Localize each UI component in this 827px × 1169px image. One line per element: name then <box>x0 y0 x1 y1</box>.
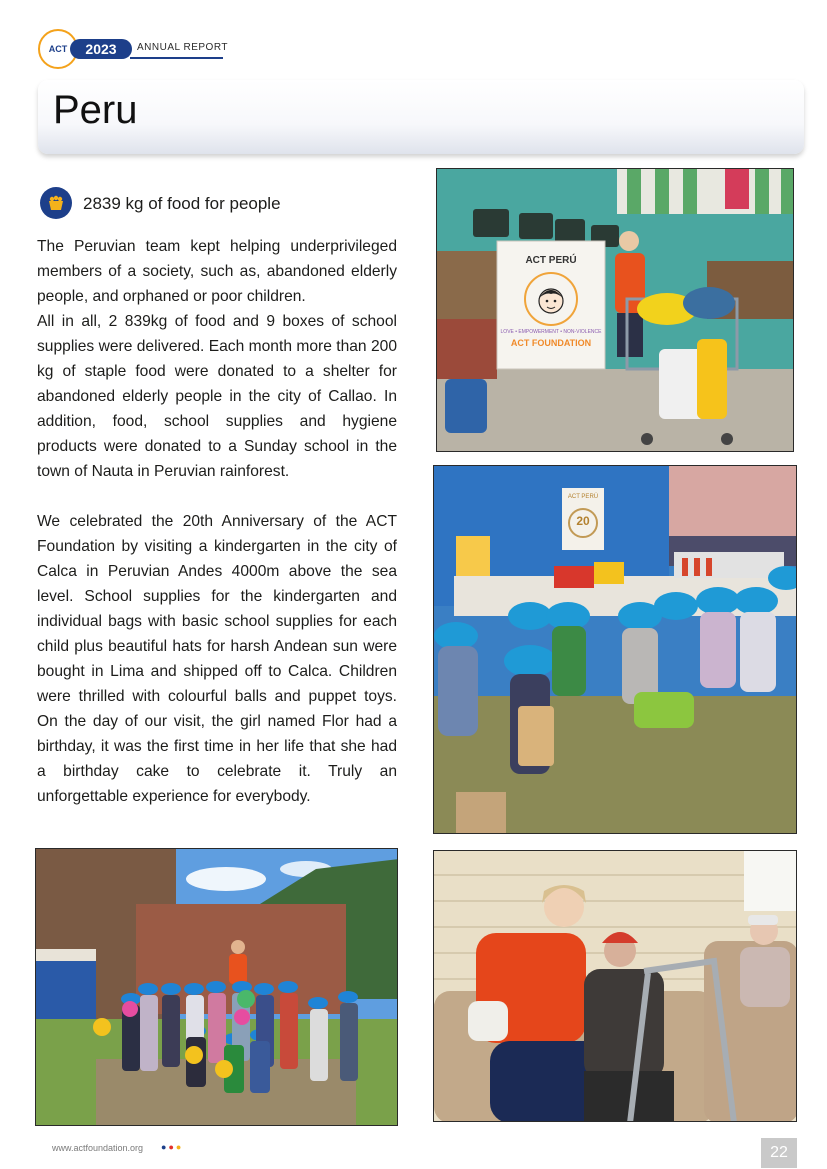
food-stat: 2839 kg of food for people <box>83 194 281 213</box>
dot-red: ● <box>168 1142 176 1152</box>
act-peru-banner <box>497 241 605 369</box>
paragraph-2: All in all, 2 839kg of food and 9 boxes of school supplies were delivered. Each month more than 200 kg of staple food were donated to a shelter for abandoned elderly people in the city of Callao. In addition, food, school supplies and hygiene products were donated to a Sunday school in the town of Nauta in Peruvian rainforest. <box>37 313 397 480</box>
photo-market-donation <box>436 168 794 452</box>
act-foundation-logo: ACT <box>38 29 78 69</box>
page-title: Peru <box>53 88 138 132</box>
body-text-block-2 <box>37 509 397 809</box>
photo-kindergarten-children <box>433 465 797 834</box>
body-text-block-1 <box>37 234 397 484</box>
kindergarten-scene <box>434 466 797 834</box>
paragraph-3: We celebrated the 20th Anniversary of the ACT Foundation by visiting a kindergarten in the city of Calca in Peruvian Andes 4000m above the sea level. School supplies for the kindergarten and individual bags with basic school supplies for each child plus beautiful hats for harsh Andean sun were bought in Lima and shipped off to Calca. Children were thrilled with colourful balls and puppet toys. On the day of our visit, the girl named Flor had a birthday, it was the first time in her life that she had a birthday cake to celebrate it. Truly an unforgettable experience for everybody. <box>37 513 397 805</box>
banner-ring-text: LOVE • EMPOWERMENT • NON-VIOLENCE <box>500 329 602 335</box>
shelter-scene <box>434 851 797 1122</box>
footer-dots <box>161 1142 183 1152</box>
title-bar <box>38 80 804 154</box>
report-year: 2023 <box>70 39 132 59</box>
andes-scene <box>36 849 398 1126</box>
dot-blue: ● <box>161 1142 169 1152</box>
page-number: 22 <box>761 1138 797 1168</box>
sign-number: 20 <box>576 514 590 528</box>
banner-face-emblem <box>524 272 578 326</box>
photo-elderly-shelter <box>433 850 797 1122</box>
annual-report-label: ANNUAL REPORT <box>137 42 228 53</box>
dot-yellow: ● <box>175 1142 184 1152</box>
sign-text: ACT PERÚ <box>567 494 599 500</box>
header-underline <box>130 57 223 59</box>
food-crate-icon <box>40 187 72 219</box>
banner-title: ACT PERÚ <box>525 255 577 266</box>
paragraph-1: The Peruvian team kept helping underprivileged members of a society, such as, abandoned elderly people, and orphaned or poor children. <box>37 238 397 305</box>
banner-org-text: ACT FOUNDATION <box>510 338 592 348</box>
footer-url[interactable]: www.actfoundation.org <box>52 1143 144 1153</box>
act-peru-anniversary-sign <box>562 488 604 528</box>
photo-group-andes <box>35 848 398 1126</box>
market-scene <box>437 169 794 452</box>
boy-face-icon <box>526 274 576 324</box>
